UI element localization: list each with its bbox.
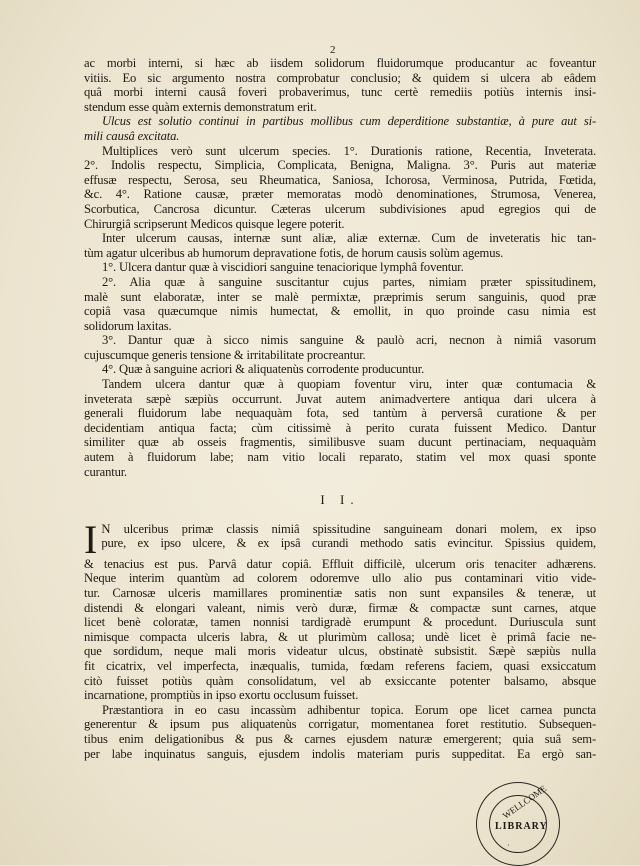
text-line: fit cicatrix, vel imperfecta, inæqualis, tumida, fœdam referens faciem, quasi exsiccatum	[84, 658, 596, 673]
text-line: stendum esse quàm externis demonstratum erit.	[84, 99, 317, 114]
paragraph-causes	[84, 231, 596, 260]
text-line: cujuscumque generis tensione & irritabilitate procreantur.	[84, 347, 366, 362]
stamp-top-text: WELLCOME	[500, 783, 549, 821]
text-line: Inter ulcerum causas, internæ sunt aliæ, aliæ externæ. Cum de inveteratis hic tan-	[102, 231, 596, 246]
cause-item-4	[84, 362, 596, 377]
text-line: pure, ex ipso ulcere, & ex ipsâ curandi methodo satis evincitur. Spissius quidem,	[101, 536, 596, 551]
text-line: Neque interim quantùm ad colorem odoremve ullo alio pus contaminari vitio vide-	[84, 571, 596, 586]
section-heading: I I.	[320, 493, 360, 508]
text-line: &c. 4°. Ratione causæ, præter memoratas modò denominationes, Strumosa, Venerea,	[84, 187, 596, 202]
text-line: 3°. Dantur quæ à sicco nimis sanguine & paulò acri, necnon à nimiâ vasorum	[102, 333, 596, 348]
text-line: & tenacius est pus. Parvâ datur copiâ. Effluit difficilè, ulcerum oris tenaciter adhærens.	[84, 556, 596, 571]
paragraph-virus	[84, 377, 596, 479]
text-line: decidentiam antiqua facta; cùm citissimè à perito curata fuissent Medico. Dantur	[84, 420, 596, 435]
text-line: 2°. Alia quæ à sanguine suscitantur cujus partes, nimiam præter spissitudinem,	[102, 274, 596, 289]
text-line: licet benè coloratæ, tamen nonnisi tardigradè erumpunt & procedunt. Duriuscula sunt	[84, 615, 596, 630]
cause-item-2	[84, 275, 596, 333]
library-stamp	[476, 782, 560, 866]
page-number: 2	[330, 44, 336, 56]
text-line: ac morbi interni, si hæc ab iisdem solidorum fluidorumque producantur ac foveantur	[84, 56, 596, 70]
paragraph-topica	[84, 703, 596, 761]
cause-item-3	[84, 333, 596, 362]
text-line: que sordidum, neque mali moris videatur ulcus, obstinatè subsistit. Sæpè sæpiùs nulla	[84, 644, 596, 659]
text-line: malè sunt elaboratæ, inter se malè permixtæ, præprimis serum sanguinis, quod præ	[84, 289, 596, 304]
paragraph-first-class	[84, 516, 596, 703]
text-line: autem à fluidorum labe; nam vitio locali reparato, statim vel mox quasi sponte	[84, 450, 596, 465]
text-line: effusæ respectu, Serosa, seu Rheumatica, Saniosa, Ichorosa, Verminosa, Putrida, Fœtida,	[84, 172, 596, 187]
text-line: vitiis. Eo sic argumento nostra comprobatur conclusio; & quidem si ulcera ab eâdem	[84, 70, 596, 85]
stamp-middle-text: LIBRARY	[495, 821, 548, 832]
text-column	[84, 56, 596, 761]
text-line: tibus enim deligationibus & pus & carnes ejusdem naturæ emergerent; quia suâ sem-	[84, 731, 596, 746]
paragraph-intro	[84, 56, 596, 114]
text-line: solidorum laxitas.	[84, 318, 172, 333]
text-line: similiter quæ ab osseis fragmentis, similibusve suam ducunt pertinaciam, nequaquàm	[84, 435, 596, 450]
ulcer-definition	[84, 114, 596, 143]
text-line: generali fluidorum labe nequaquàm fota, sed tantùm à perversâ curatione & per	[84, 406, 596, 421]
text-line: curantur.	[84, 464, 128, 479]
text-line: 2°. Indolis respectu, Simplicia, Complicata, Benigna, Maligna. 3°. Puris aut materiæ	[84, 158, 596, 173]
text-line: Chirurgiâ scripserunt Medicos quisque legere poterit.	[84, 216, 345, 231]
text-line: mili causâ excitata.	[84, 128, 180, 143]
text-line: Multiplices verò sunt ulcerum species. 1°. Durationis ratione, Recentia, Inveterata.	[102, 143, 596, 158]
text-line: Tandem ulcera dantur quæ à quopiam foventur viru, inter quæ contumacia &	[102, 377, 596, 392]
text-line: per labe inquinatus sanguis, ejusdem indolis materiam puris suppeditat. Ea ergò san-	[84, 746, 596, 761]
drop-cap: I	[84, 516, 98, 562]
cause-item-1	[84, 260, 596, 275]
text-line: inveterata sæpè sæpiùs occurrunt. Juvat autem animadvertere antiqua dari ulcera à	[84, 391, 596, 406]
text-line: Ulcus est solutio continui in partibus mollibus cum deperditione substantiæ, à pure aut si-	[102, 114, 596, 129]
text-line: tùm agatur ulceribus ab humorum depravatione fotis, de horum causis solùm agemus.	[84, 245, 504, 260]
text-line: distendi & elongari valeant, nimis verò duræ, firmæ & compactæ sunt carnes, atque	[84, 600, 596, 615]
paragraph-species	[84, 144, 596, 232]
text-line: Præstantiora in eo casu incassùm adhibentur topica. Eorum ope licet carnea puncta	[102, 702, 596, 717]
stamp-bottom-text: ·	[507, 841, 510, 850]
text-line: incarnatione, promptiùs in ipso exortu occlusum fuisset.	[84, 688, 359, 703]
text-line: 1°. Ulcera dantur quæ à viscidiori sanguine tenaciorique lymphâ foventur.	[102, 260, 464, 275]
text-line: copiâ vasa quæcumque nimis humectat, & emollit, in quo proinde casu nimia est	[84, 304, 596, 319]
text-line: generentur & ipsum pus aliquatenùs corrigatur, momentanea foret restitutio. Subsequen-	[84, 717, 596, 732]
text-line: tur. Carnosæ ulceris mamillares prominentiæ satis non sunt expansiles & teneræ, ut	[84, 586, 596, 600]
text-line: 4°. Quæ à sanguine acriori & aliquatenùs corrodente producuntur.	[102, 362, 425, 377]
text-line: citò fuisset potiùs quàm consolidatum, vel ab exsiccante potenter balsamo, absque	[84, 673, 596, 688]
text-line: N ulceribus primæ classis nimiâ spissitudine sanguineam donari molem, ex ipso	[101, 521, 596, 536]
text-line: Scorbutica, Cancrosa dicuntur. Cæteras ulcerum subdivisiones apud egregios qui de	[84, 201, 596, 216]
text-line: nimisque compacta ulceris labra, & ut plurimùm callosa; undè licet è primâ facie ne-	[84, 629, 596, 644]
text-line: quâ morbi interni causâ foveri probaverimus, tunc certè remediis potiùs internis insi-	[84, 85, 596, 100]
